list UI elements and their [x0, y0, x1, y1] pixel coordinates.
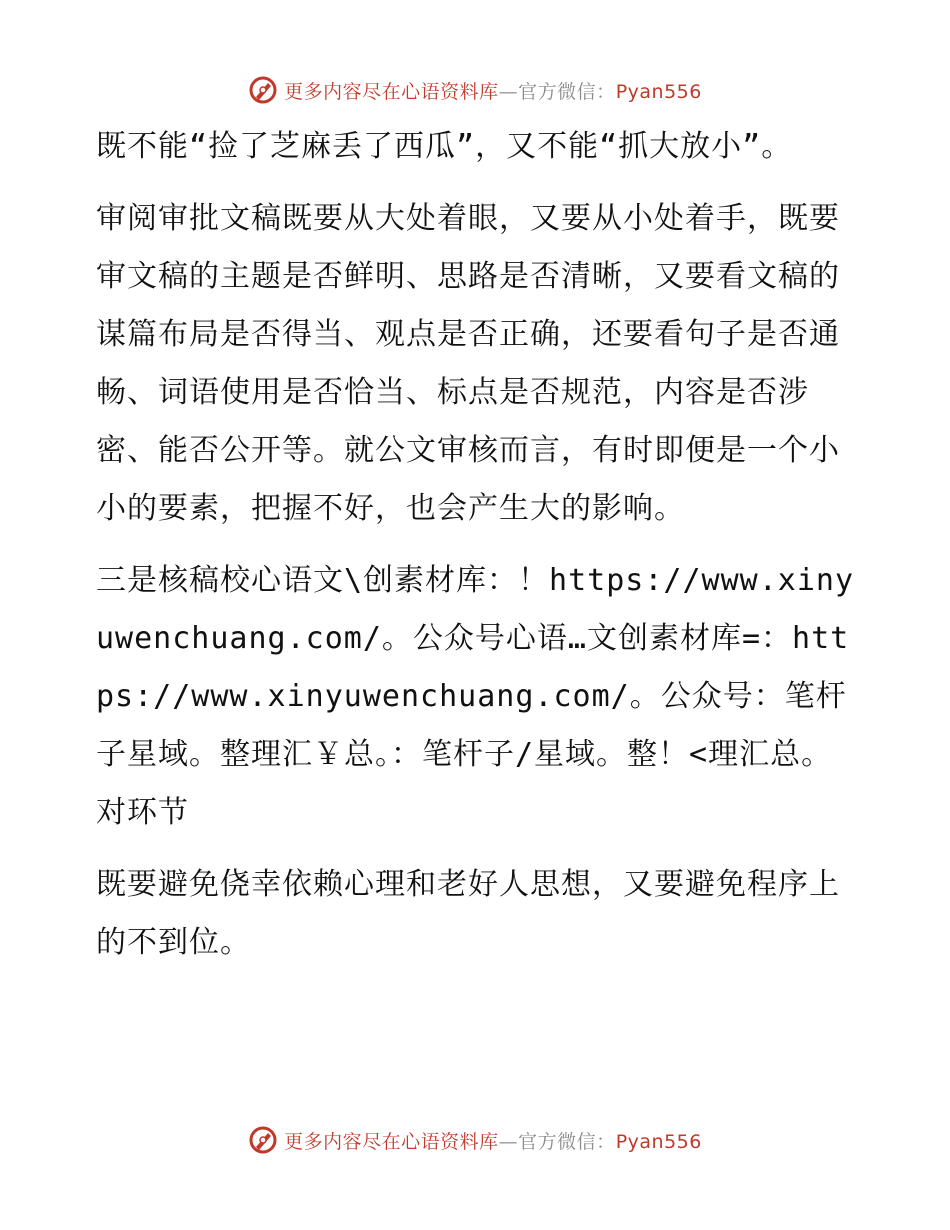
paragraph-1: 既不能“捡了芝麻丢了西瓜”，又不能“抓大放小”。 [96, 129, 793, 164]
logo-icon [248, 1125, 278, 1155]
header-banner [0, 70, 950, 110]
header-banner-text [284, 77, 702, 104]
footer-banner [0, 1120, 950, 1160]
paragraph-3: 三是核稿校心语文\创素材库：！https://www.xinyuwenchuang.com/。公众号心语…文创素材库=：https://www.xinyuwenchuang.com/。公众号：笔杆子星域。整理汇￥总。：笔杆子/星域。整！<理汇总。对环节 [96, 563, 855, 830]
header-wechat-id: Pyan556 [615, 80, 702, 103]
paragraph-2: 审阅审批文稿既要从大处着眼，又要从小处着手，既要审文稿的主题是否鲜明、思路是否清晰，又要看文稿的谋篇布局是否得当、观点是否正确，还要看句子是否通畅、词语使用是否恰当、标点是否规范，内容是否涉密、能否公开等。就公文审核而言，有时即便是一个小小的要素，把握不好，也会产生大的影响。 [96, 201, 840, 526]
footer-banner-label: 官方微信： [518, 1130, 616, 1153]
logo-icon [248, 75, 278, 105]
header-banner-label: 官方微信： [518, 80, 616, 103]
header-banner-dash: — [498, 80, 519, 103]
header-banner-main: 更多内容尽在心语资料库 [284, 80, 499, 103]
footer-banner-main: 更多内容尽在心语资料库 [284, 1130, 499, 1153]
footer-wechat-id: Pyan556 [615, 1130, 702, 1153]
paragraph-4: 既要避免侥幸依赖心理和老好人思想，又要避免程序上的不到位。 [96, 867, 840, 960]
document-body [96, 118, 856, 986]
footer-banner-text [284, 1127, 702, 1154]
footer-banner-dash: — [498, 1130, 519, 1153]
